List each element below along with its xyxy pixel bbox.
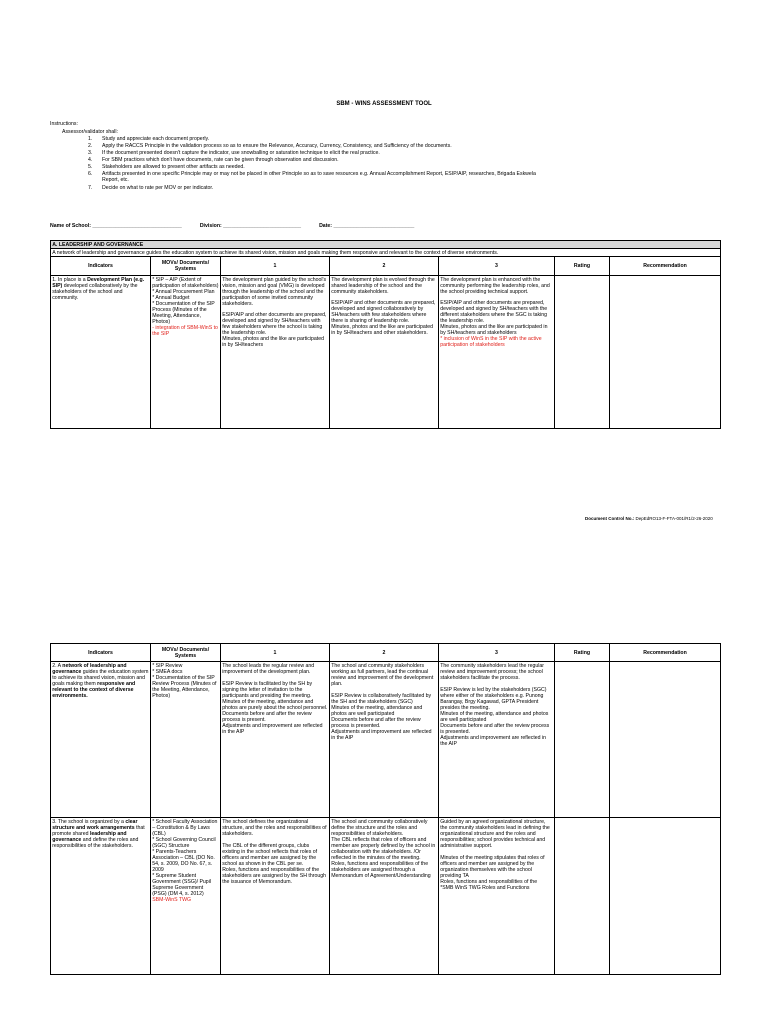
indicator-text: guides the education system to achieve its shared vision, mission and goals making them bbox=[52, 668, 149, 687]
indicator-emphasis: clear structure and work arrangements bbox=[52, 818, 138, 831]
movs-text: * SIP – AIP (Extent of participation of stakeholders) * Annual Procurement Plan * Annual Budget * Documentation of the SIP Process (Minutes of the Meeting, Attendance, Photos) bbox=[152, 276, 219, 325]
table-row bbox=[51, 818, 721, 975]
level-note: * inclusion of WinS in the SIP with the active participation of stakeholders bbox=[440, 335, 542, 348]
header-recommendation: Recommendation bbox=[610, 257, 721, 276]
document-title: SBM - WINS ASSESSMENT TOOL bbox=[336, 101, 432, 107]
recommendation-cell[interactable] bbox=[610, 662, 721, 818]
instruction-text: Decide on what to rate per MOV or per indicator. bbox=[102, 184, 214, 191]
indicator-cell bbox=[51, 818, 151, 975]
indicator-emphasis: responsive and relevant to the context of diverse environments. bbox=[52, 680, 136, 699]
indicator-cell bbox=[51, 276, 151, 429]
school-name-field[interactable]: Name of School: _______________________________ bbox=[50, 223, 182, 229]
instruction-text: Study and appreciate each document properly. bbox=[102, 136, 210, 142]
indicator-text: and define the roles and responsibilities of the stakeholders. bbox=[52, 836, 139, 849]
instruction-text: Artifacts presented in one specific Principle may or may not be placed in other Principle so as to save resources e.g. Annual Accomplishment Report, ESIP/AIP, researches, Brigada Eskwela Report, etc. bbox=[102, 171, 536, 184]
level-3-cell bbox=[439, 276, 555, 429]
level-description: The school and community collaboratively define the structure and the roles and responsibilities of stakeholders. The CBL reflects that roles of officers and member are properly defined by the school in collaboration with the stakeholders. /Or reflected in the minutes of the meeting. Roles, functions and responsibilities of the stakeholders are assigned through a Memorandum of Agreement/Understanding bbox=[331, 818, 436, 879]
instruction-number: 6. bbox=[88, 171, 93, 178]
instruction-number: 7. bbox=[88, 184, 93, 191]
movs-text: * SIP Review * SMEA docs * Documentation of the SIP Review Process (Minutes of the Meeting, Attendance, Photos) bbox=[152, 662, 217, 699]
instruction-text: Stakeholders are allowed to present other artifacts as needed. bbox=[102, 164, 245, 171]
instruction-text: For SBM practices which don't have documents, rate can be given through observation and discussion. bbox=[102, 157, 339, 164]
indicator-text: 2. A bbox=[52, 662, 63, 669]
rating-cell[interactable] bbox=[555, 276, 610, 429]
section-a-title: A. LEADERSHIP AND GOVERNANCE bbox=[51, 241, 721, 249]
level-description: The school defines the organizational structure, and the roles and responsibilities of stakeholders. The CBL of the different groups, clubs existing in the school reflects that roles of officers and member are assigned by the school as shown in the CBL per se. Roles, functions and responsibilities of the stakeholders are assigned by the SH through the issuance of Memorandum. bbox=[222, 818, 327, 885]
indicator-emphasis: leadership and governance bbox=[52, 830, 127, 843]
instruction-item bbox=[88, 185, 548, 191]
assessment-table-part-2 bbox=[50, 643, 721, 975]
school-info-fields bbox=[50, 223, 432, 229]
indicator-emphasis: network of leadership and governance bbox=[52, 662, 127, 675]
instruction-item bbox=[88, 143, 548, 149]
instructions-subheading: Assessor/validator shall: bbox=[62, 129, 118, 135]
movs-cell bbox=[151, 818, 221, 975]
movs-note: SBM-WinS TWG bbox=[152, 896, 191, 903]
indicator-text: 1. In place is a bbox=[52, 276, 88, 283]
level-description: The development plan is enhanced with the community performing the leadership roles, and the school providing technical support. bbox=[440, 276, 550, 295]
instruction-number: 2. bbox=[88, 143, 93, 150]
header-movs: MOVs/ Documents/ Systems bbox=[151, 257, 221, 276]
level-2-cell bbox=[330, 662, 439, 818]
level-1-cell bbox=[221, 818, 330, 975]
movs-cell bbox=[151, 276, 221, 429]
table-row bbox=[51, 662, 721, 818]
instruction-number: 1. bbox=[88, 136, 93, 142]
level-description: The school leads the regular review and improvement of the development plan. ESIP Review is facilitated by the SH by signing the letter of invitation to the participants and presiding the meeting. Minutes of the meeting, attendance and photos are purely about the school personnel. Documents before and after the review process is present. Adjustments and improvement are reflected in the AIP bbox=[222, 662, 328, 735]
instruction-item bbox=[88, 164, 548, 170]
level-evidence: ESIP/AIP and other documents are prepared, developed and signed collaboratively by SH/teachers with few stakeholders where there is sharing of leadership role. Minutes, photos and the like are participated in by SH/teachers and other stakeholders. bbox=[331, 299, 436, 336]
header-indicators: Indicators bbox=[51, 644, 151, 662]
header-level-3: 3 bbox=[439, 644, 555, 662]
header-level-1: 1 bbox=[221, 644, 330, 662]
indicator-text: that promote shared bbox=[52, 824, 145, 837]
level-1-cell bbox=[221, 662, 330, 818]
movs-cell bbox=[151, 662, 221, 818]
instructions-heading: Instructions: bbox=[50, 121, 78, 127]
level-description: The school and community stakeholders working as full partners, lead the continual review and improvement of the development plan. ESIP Review is collaboratively facilitated by the SH and the stakeholders (SGC) Minutes of the meeting, attendance and photos are well participated Documents before and after the review process is presented. Adjustments and improvement are reflected in the AIP bbox=[331, 662, 434, 741]
instructions-list bbox=[88, 136, 548, 192]
level-3-cell bbox=[439, 818, 555, 975]
instruction-item bbox=[88, 171, 548, 183]
header-indicators: Indicators bbox=[51, 257, 151, 276]
indicator-emphasis: Development Plan (e.g. SIP) bbox=[52, 276, 145, 289]
level-description: The community stakeholders lead the regular review and improvement process; the school stakeholders facilitate the process. ESIP Review is led by the stakeholders (SGC) where either of the stakeholders e.g. Punong Barangay, Brgy Kagawad, GPTA President presides the meeting. Minutes of the meeting, attendance and photos are well participated Documents before and after the review process is presented. Adjustments and improvement are reflected in the AIP bbox=[440, 662, 550, 747]
document-control-number bbox=[585, 516, 713, 522]
indicator-cell bbox=[51, 662, 151, 818]
instruction-item bbox=[88, 157, 548, 163]
rating-cell[interactable] bbox=[555, 662, 610, 818]
header-level-1: 1 bbox=[221, 257, 330, 276]
header-recommendation: Recommendation bbox=[610, 644, 721, 662]
instruction-item bbox=[88, 136, 548, 142]
date-field[interactable]: Date: ____________________________ bbox=[319, 223, 415, 229]
header-movs: MOVs/ Documents/ Systems bbox=[151, 644, 221, 662]
table-row bbox=[51, 276, 721, 429]
indicator-text: developed collaboratively by the stakeholders of the school and community. bbox=[52, 282, 138, 301]
header-rating: Rating bbox=[555, 644, 610, 662]
header-level-3: 3 bbox=[439, 257, 555, 276]
movs-text: * School Faculty Association – Constitution & By Laws (CBL) * School Governing Council (SGC) Structure * Parents-Teachers Association – CBL (DO No. 54, s. 2009, DO No. 67, s. 2009 * Supreme Student Government (SSG)/ Pupil Supreme Government (PSG) (DM 4, s. 2012) bbox=[152, 818, 218, 897]
instruction-number: 3. bbox=[88, 150, 93, 157]
doc-control-label: Document Control No.: bbox=[585, 516, 635, 521]
section-a-description: A network of leadership and governance guides the education system to achieve its shared vision, mission and goals making them responsive and relevant to the context of diverse environments. bbox=[51, 249, 721, 257]
level-2-cell bbox=[330, 818, 439, 975]
level-1-cell bbox=[221, 276, 330, 429]
indicator-text: 3. The school is organized by a bbox=[52, 818, 126, 825]
instruction-text: If the document presented doesn't capture the indicator, use snowballing or saturation technique to elicit the real practice. bbox=[102, 150, 380, 157]
header-level-2: 2 bbox=[330, 644, 439, 662]
movs-note: - integration of SBM-WinS to the SIP bbox=[152, 324, 218, 337]
level-description: The development plan is evolved through the shared leadership of the school and the community stakeholders. bbox=[331, 276, 435, 295]
rating-cell[interactable] bbox=[555, 818, 610, 975]
doc-control-value: DepEdRO13-F-FTA-001/R1/2-26-2020 bbox=[635, 516, 713, 521]
level-description: Guided by an agreed organizational structure, the community stakeholders lead in defining the organizational structure and the roles and responsibilities; school provides technical and administrative support. Minutes of the meeting stipulates that roles of officers and member are assigned by the organization themselves with the school providing TA Roles, functions and responsibilities of the *SMB WinS TWG Roles and Functions bbox=[440, 818, 550, 891]
division-field[interactable]: Division: ___________________________ bbox=[199, 223, 302, 229]
instruction-item bbox=[88, 150, 548, 156]
level-description: The development plan guided by the school's vision, mission and goal (VMG) is developed through the leadership of the school and the participation of some invited community stakeholders. bbox=[222, 276, 327, 307]
instruction-number: 5. bbox=[88, 164, 93, 171]
level-evidence: ESIP/AIP and other documents are prepared, developed and signed by SH/teachers with few stakeholders where the school is taking the leadership role. Minutes, photos and the like are participated in by SH/teachers bbox=[222, 311, 327, 348]
assessment-table-part-1 bbox=[50, 240, 721, 429]
instruction-number: 4. bbox=[88, 157, 93, 164]
recommendation-cell[interactable] bbox=[610, 818, 721, 975]
header-level-2: 2 bbox=[330, 257, 439, 276]
header-rating: Rating bbox=[555, 257, 610, 276]
level-2-cell bbox=[330, 276, 439, 429]
instruction-text: Apply the RACCS Principle in the validation process so as to ensure the Relevance, Accuracy, Currency, Consistency, and Sufficiency of the documents. bbox=[102, 143, 452, 150]
level-3-cell bbox=[439, 662, 555, 818]
level-evidence: ESIP/AIP and other documents are prepared, developed and signed by SH/teachers with the different stakeholders where the SGC is taking the leadership role. Minutes, photos and the like are participated in by SH/teachers and stakeholders bbox=[440, 299, 548, 336]
recommendation-cell[interactable] bbox=[610, 276, 721, 429]
